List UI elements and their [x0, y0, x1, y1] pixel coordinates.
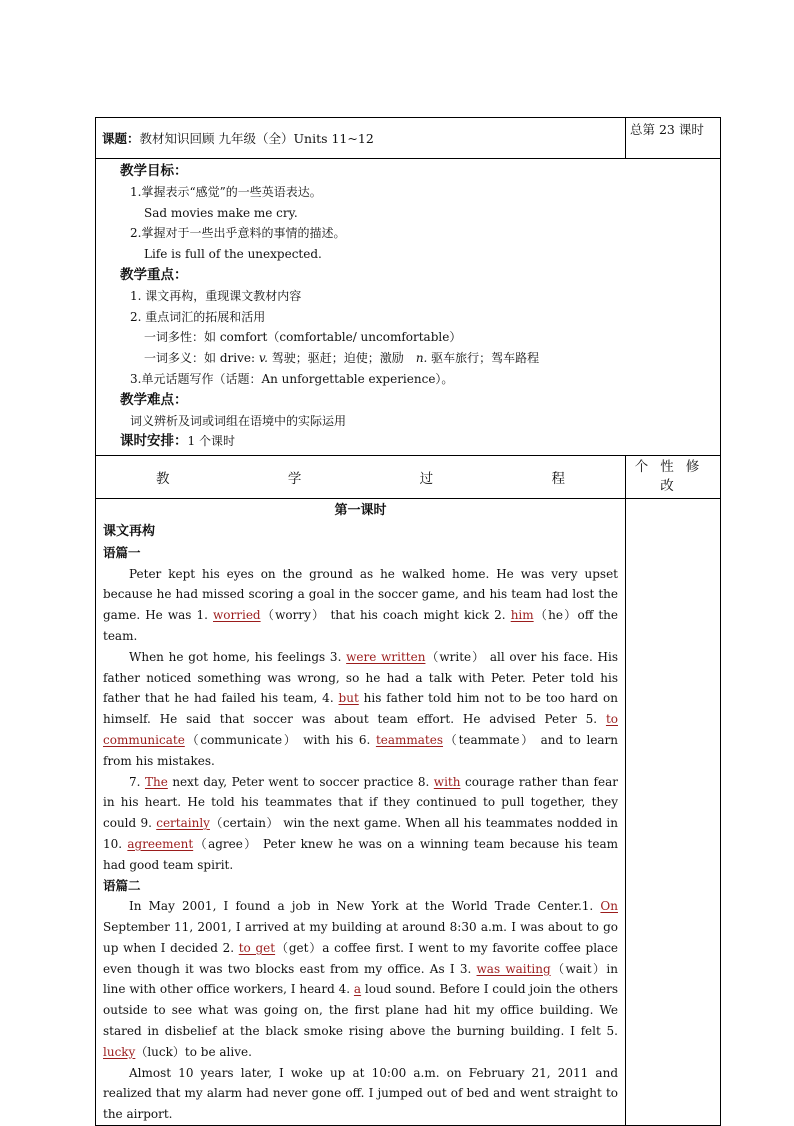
key-point-2b-post: 驱车旅行；驾车路程 [427, 351, 540, 366]
text1-heading: 语篇一 [103, 544, 141, 560]
text-span: （luck）to be alive. [135, 1044, 252, 1059]
answer-2-4: a [353, 982, 362, 997]
answer-4: but [338, 691, 359, 706]
process-content [96, 499, 626, 1126]
key-point-2b-pre: 一词多义：如 drive: [144, 351, 259, 366]
goals-section [96, 159, 721, 456]
text-span: （teammate） and to learn from his mistakes. [103, 732, 619, 768]
paragraph-5: Almost 10 years later, I woke up at 10:00 a.m. on February 21, 2011 and realized that my alarm had never gone off. I jumped out of bed and went straight to the airport. [103, 1065, 618, 1122]
key-point-2b-mid: 驾驶；驱赶；迫使；激励 [267, 351, 416, 366]
key-point-2b [120, 348, 712, 369]
process-char-1: 教 [156, 471, 170, 488]
text-span: （he）off the team. [103, 608, 618, 643]
text-span: （worry） that his coach might kick 2. [260, 608, 511, 623]
paragraph-2 [103, 647, 618, 772]
process-header [96, 456, 626, 499]
key-point-2b-verb: v. [258, 351, 268, 366]
text-span: （certain） win the next game. When all his teammates nodded in 10. [103, 816, 618, 851]
paragraph-3 [103, 772, 618, 876]
schedule-value: 1 个课时 [187, 434, 235, 449]
text-span: （write） all over his face. His father noticed something was wrong, so he had a talk with Peter. Peter told his father that he had failed his team, 4. [103, 649, 618, 706]
title-cell [96, 118, 626, 159]
text-span: courage rather than fear in his heart. He told his teammates that if they continued to pull together, they could 9. [103, 774, 618, 831]
process-char-3: 过 [419, 471, 434, 488]
process-char-4: 程 [551, 471, 565, 488]
answer-2-3: was waiting [476, 961, 551, 976]
title-label: 课题： [102, 131, 140, 146]
text-span: （agree） Peter knew he was on a winning team because his team had good team spirit. [103, 836, 618, 872]
answer-9: certainly [156, 816, 210, 831]
text2-heading: 语篇二 [103, 877, 141, 893]
answer-2-2: to get [238, 940, 276, 955]
answer-2: him [510, 608, 534, 623]
objective-1: 1.掌握表示“感觉”的一些英语表达。 [130, 184, 322, 199]
text-span: September 11, 2001, I arrived at my building at around 8:30 a.m. I was about to go up when I decided 2. [103, 920, 618, 955]
answer-7: The [144, 774, 168, 789]
key-point-3: 3.单元话题写作（话题：An unforgettable experience）。 [130, 371, 454, 386]
text-span: （wait）in line with other office workers, I heard 4. [103, 961, 618, 997]
text-span: In May 2001, I found a job in New York at the World Trade Center.1. [129, 899, 601, 914]
answer-8: with [433, 774, 461, 789]
text-span: loud sound. Before I could join the others outside to see what was going on, the first plane had hit my office building. We stared in disbelief at the black smoke rising above the burning building. I felt 5. [103, 982, 618, 1039]
difficulty-heading: 教学难点： [120, 391, 188, 408]
answer-5: to communicate [103, 712, 618, 747]
schedule-heading: 课时安排： [120, 433, 188, 450]
paragraph-1 [103, 564, 618, 647]
process-char-2: 学 [287, 471, 302, 488]
text-span: （communicate） with his 6. [184, 732, 376, 747]
text-span: 7. [129, 774, 145, 789]
lesson-plan-table [95, 117, 721, 1126]
answer-2-5: lucky [103, 1044, 136, 1059]
personal-edit-header: 个性修改 [626, 456, 721, 499]
schedule-line [120, 431, 712, 452]
key-points-heading: 教学重点： [120, 266, 188, 283]
lesson-number: 总第 23 课时 [626, 118, 721, 159]
text-span: When he got home, his feelings 3. [129, 649, 347, 664]
objective-2: 2.掌握对于一些出乎意料的事情的描述。 [130, 226, 346, 241]
answer-3: were written [346, 649, 426, 664]
key-point-2b-noun: n. [415, 351, 428, 366]
text-span: Peter kept his eyes on the ground as he walked home. He was very upset because he had missed scoring a goal in the soccer game, and his team had lost the game. He was 1. [103, 566, 618, 623]
lesson-plan-page [95, 117, 712, 1126]
answer-6: teammates [375, 732, 444, 747]
objective-2-example: Life is full of the unexpected. [144, 247, 322, 262]
difficulty-1: 词义辨析及词或词组在语境中的实际运用 [130, 413, 347, 428]
answer-2-1: On [600, 899, 618, 914]
session-title: 第一课时 [334, 503, 387, 519]
key-point-2a: 一词多性：如 comfort（comfortable/ uncomfortable） [144, 330, 462, 345]
text-span: （get）a coffee first. I went to my favorite coffee place even though it was two blocks east from my office. As I 3. [103, 940, 619, 976]
objectives-heading: 教学目标： [120, 163, 188, 179]
objective-1-example: Sad movies make me cry. [144, 205, 298, 220]
key-point-2: 2. 重点词汇的拓展和活用 [130, 309, 266, 324]
answer-10: agreement [127, 836, 194, 851]
text-span: his father told him not to be too hard on himself. He said that soccer was about team effort. He advised Peter 5. [103, 691, 619, 727]
paragraph-4 [103, 896, 618, 1062]
personal-edit-cell [626, 499, 721, 1126]
answer-1: worried [213, 608, 261, 623]
section-title: 课文再构 [103, 523, 156, 539]
text-span: next day, Peter went to soccer practice 8. [167, 774, 434, 789]
title-text: 教材知识回顾 九年级（全）Units 11~12 [139, 131, 374, 146]
key-point-1: 1. 课文再构，重现课文教材内容 [130, 288, 302, 303]
